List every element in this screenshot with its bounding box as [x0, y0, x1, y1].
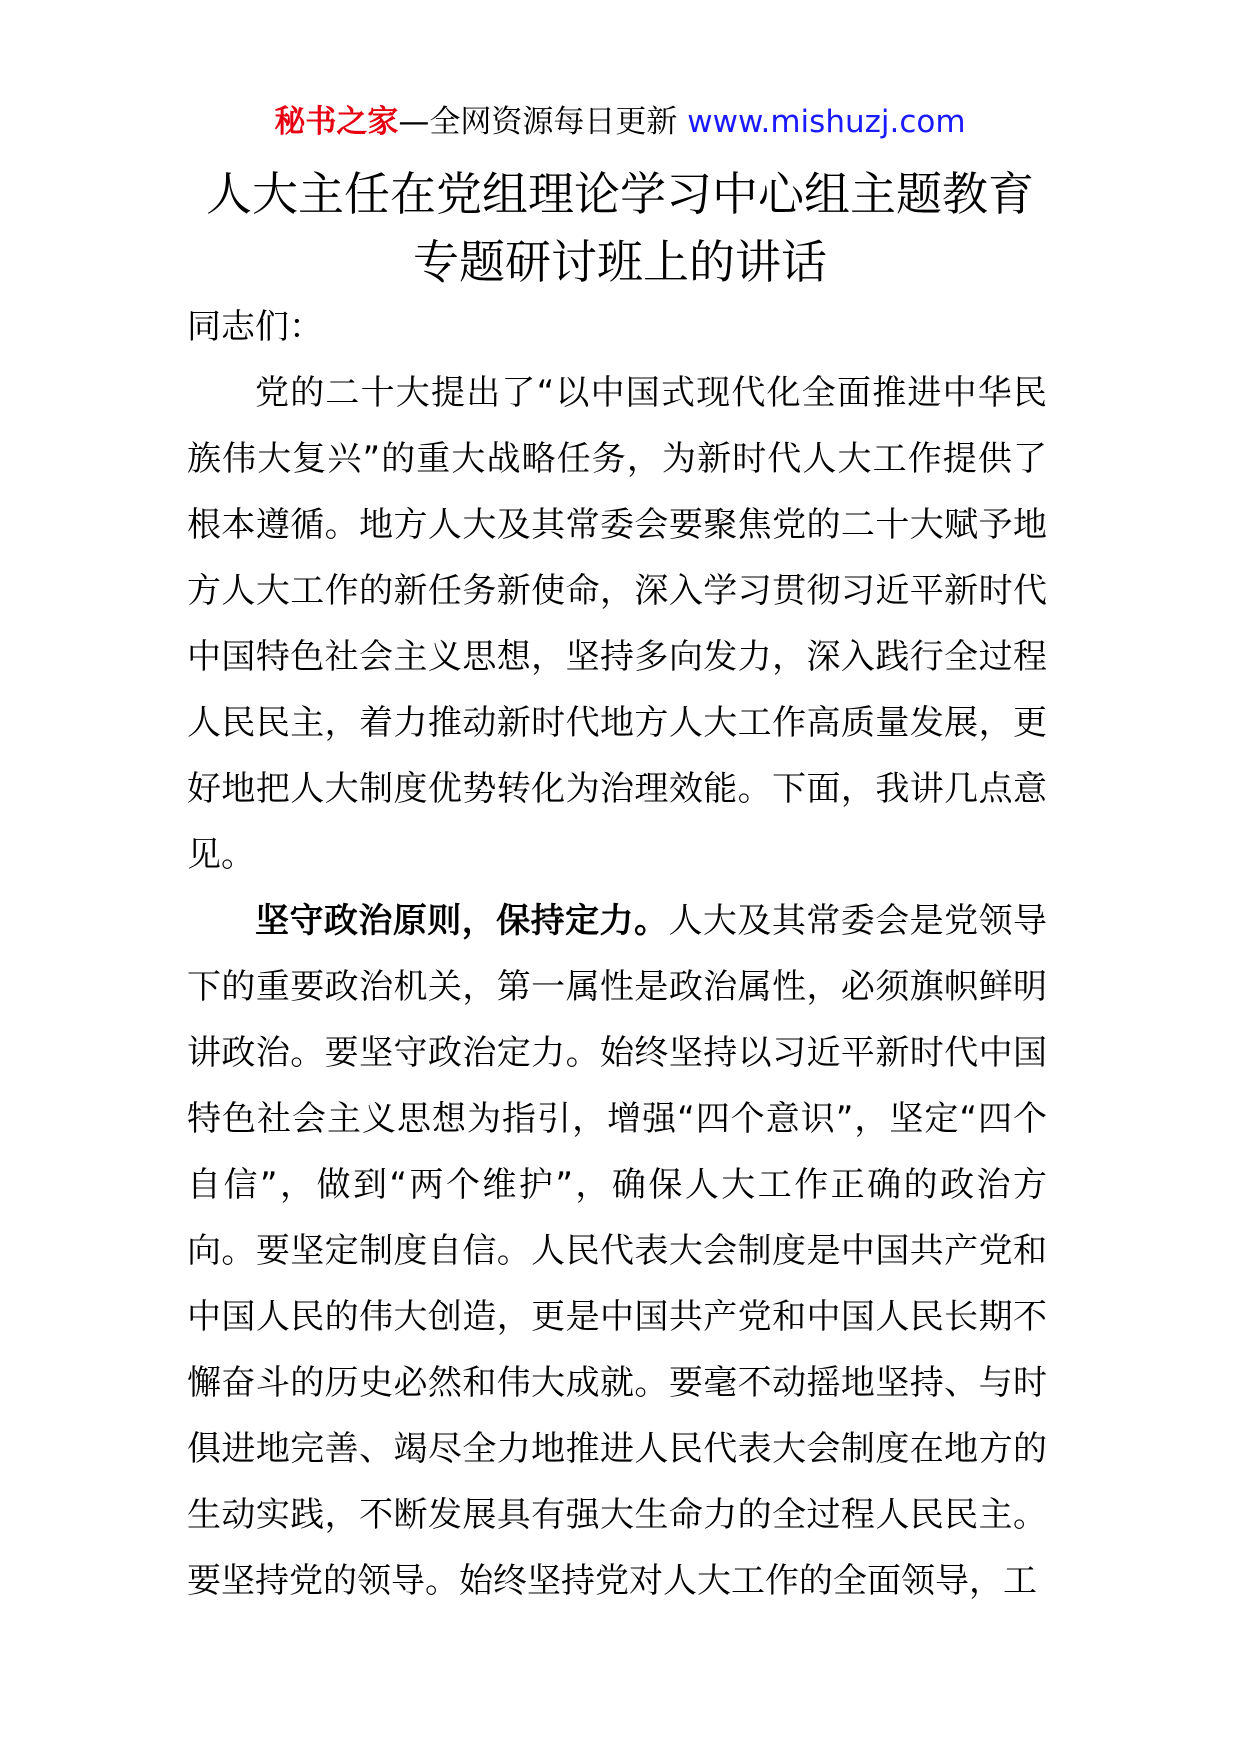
- paragraph-political-principle: [187, 888, 1047, 1614]
- title-line-1: 人大主任在党组理论学习中心组主题教育: [206, 167, 1034, 221]
- site-url-link[interactable]: www.mishuzj.com: [687, 104, 966, 140]
- paragraph-text: 人大及其常委会是党领导下的重要政治机关，第一属性是政治属性，必须旗帜鲜明讲政治。要坚守政治定力。始终坚持以习近平新时代中国特色社会主义思想为指引，增强“四个意识”，坚定“四个自信”，做到“两个维护”，确保人大工作正确的政治方向。要坚定制度自信。人民代表大会制度是中国共产党和中国人民的伟大创造，更是中国共产党和中国人民长期不懈奋斗的历史必然和伟大成就。要毫不动摇地坚持、与时俱进地完善、竭尽全力地推进人民代表大会制度在地方的生动实践，不断发展具有强大生命力的全过程人民民主。要坚持党的领导。始终坚持党对人大工作的全面领导，工: [187, 901, 1048, 1601]
- site-header: [0, 100, 1240, 144]
- title-line-2: 专题研讨班上的讲话: [413, 235, 827, 289]
- salutation: 同志们：: [187, 307, 323, 347]
- site-slogan: —全网资源每日更新: [398, 104, 688, 140]
- document-title: [150, 160, 1090, 296]
- paragraph-lead-heading: 坚守政治原则，保持定力。: [255, 901, 669, 941]
- paragraph-intro: 党的二十大提出了“以中国式现代化全面推进中华民族伟大复兴”的重大战略任务，为新时代人大工作提供了根本遵循。地方人大及其常委会要聚焦党的二十大赋予地方人大工作的新任务新使命，深入学习贯彻习近平新时代中国特色社会主义思想，坚持多向发力，深入践行全过程人民民主，着力推动新时代地方人大工作高质量发展，更好地把人大制度优势转化为治理效能。下面，我讲几点意见。: [187, 373, 1047, 875]
- site-brand: 秘书之家: [274, 104, 399, 140]
- document-body: [187, 294, 1047, 1614]
